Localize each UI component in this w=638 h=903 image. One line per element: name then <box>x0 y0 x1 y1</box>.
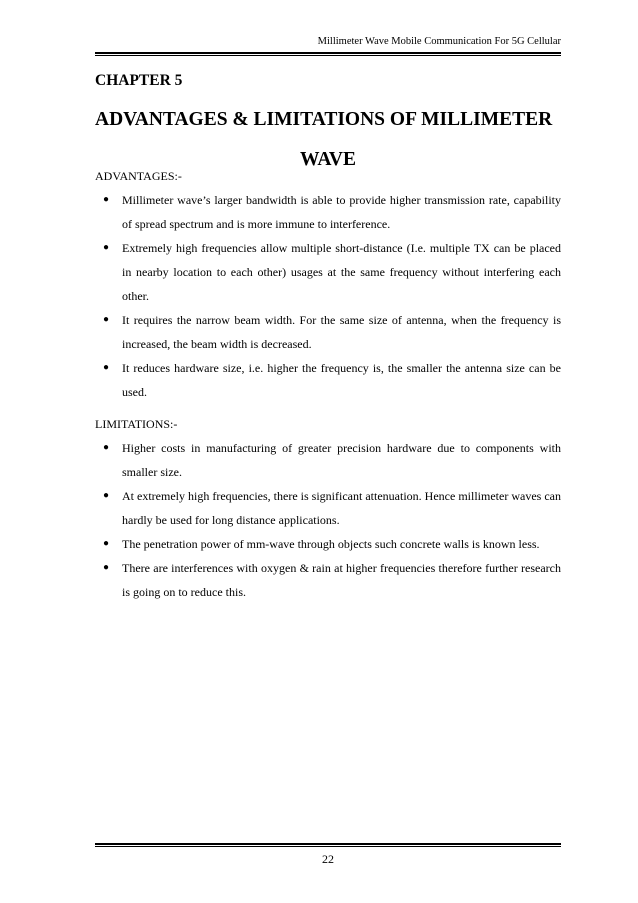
advantages-list <box>95 188 561 404</box>
footer-rule-thin <box>95 846 561 847</box>
footer-rule-thick <box>95 843 561 845</box>
bullet-icon: ● <box>103 362 110 373</box>
chapter-number: CHAPTER 5 <box>95 72 183 89</box>
list-item <box>95 188 561 236</box>
limitation-text: Higher costs in manufacturing of greater precision hardware due to components with smaller size. <box>122 441 561 479</box>
advantages-section <box>95 164 561 404</box>
bullet-icon: ● <box>103 242 110 253</box>
advantage-text: It requires the narrow beam width. For the same size of antenna, when the frequency is increased, the beam width is decreased. <box>122 313 561 351</box>
header-rule-thick <box>95 52 561 54</box>
bullet-icon: ● <box>103 490 110 501</box>
bullet-icon: ● <box>103 538 110 549</box>
advantage-text: It reduces hardware size, i.e. higher the frequency is, the smaller the antenna size can be used. <box>122 361 561 399</box>
bullet-icon: ● <box>103 194 110 205</box>
bullet-icon: ● <box>103 562 110 573</box>
list-item <box>95 484 561 532</box>
list-item <box>95 532 561 556</box>
list-item <box>95 436 561 484</box>
advantages-heading: ADVANTAGES:- <box>95 169 182 183</box>
limitation-text: The penetration power of mm-wave through objects such concrete walls is known less. <box>122 537 540 551</box>
limitation-text: At extremely high frequencies, there is significant attenuation. Hence millimeter waves can hardly be used for long distance applications. <box>122 489 561 527</box>
list-item <box>95 308 561 356</box>
limitations-heading: LIMITATIONS:- <box>95 417 178 431</box>
advantage-text: Millimeter wave’s larger bandwidth is able to provide higher transmission rate, capability of spread spectrum and is more immune to interference. <box>122 193 561 231</box>
running-header: Millimeter Wave Mobile Communication For 5G Cellular <box>317 36 561 47</box>
limitations-section <box>95 412 561 604</box>
chapter-title-line2: WAVE <box>300 149 356 170</box>
list-item <box>95 556 561 604</box>
header-rule-thin <box>95 55 561 56</box>
chapter-title-line1: ADVANTAGES & LIMITATIONS OF MILLIMETER <box>95 109 553 130</box>
bullet-icon: ● <box>103 442 110 453</box>
list-item <box>95 236 561 308</box>
list-item <box>95 356 561 404</box>
page-number: 22 <box>322 852 334 866</box>
advantage-text: Extremely high frequencies allow multiple short-distance (I.e. multiple TX can be placed in nearby location to each other) usages at the same frequency without interfering each other. <box>122 241 561 303</box>
limitations-list <box>95 436 561 604</box>
limitation-text: There are interferences with oxygen & rain at higher frequencies therefore further research is going on to reduce this. <box>122 561 561 599</box>
bullet-icon: ● <box>103 314 110 325</box>
